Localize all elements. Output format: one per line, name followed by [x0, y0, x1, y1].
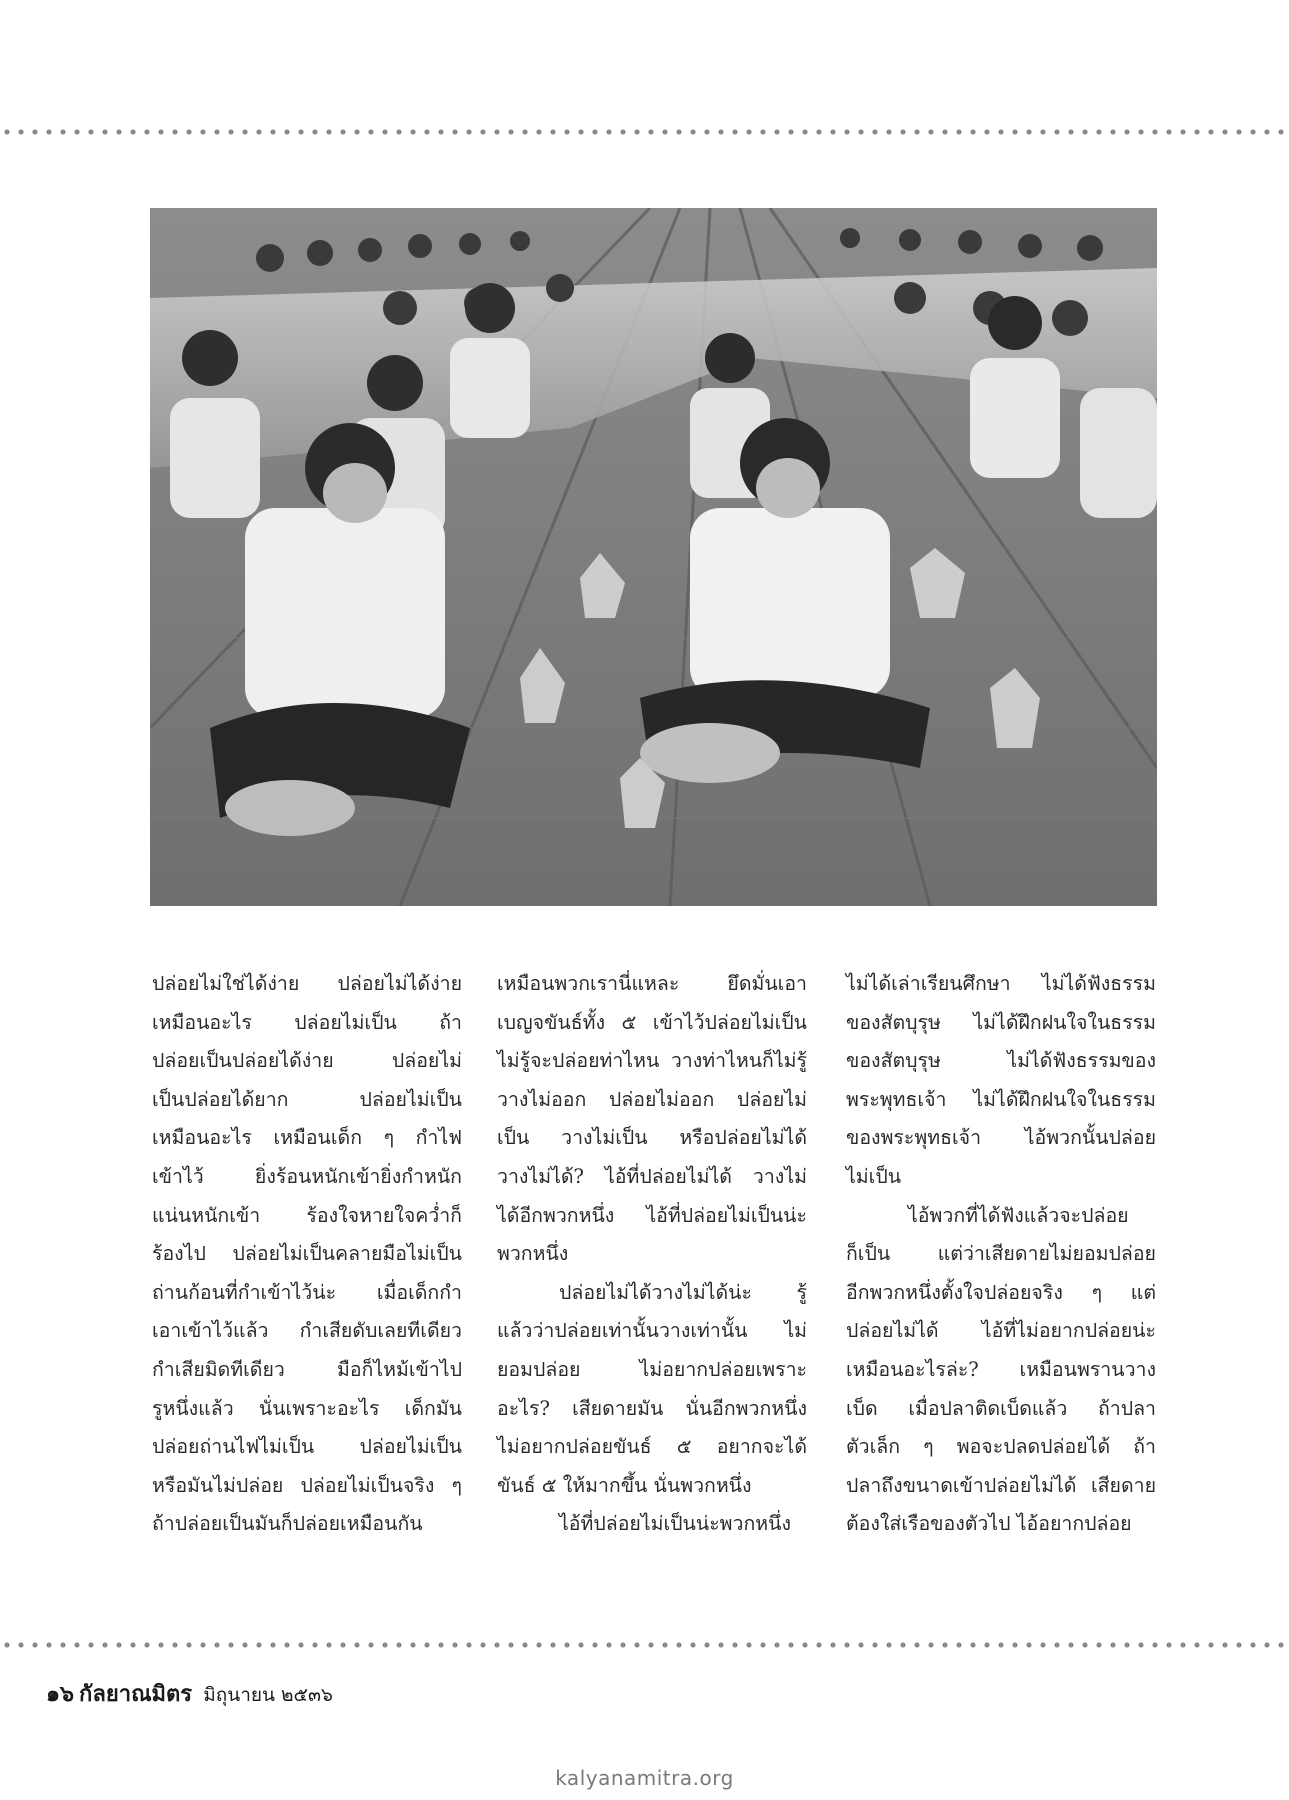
text-line: ไอ้ที่ปล่อยไม่เป็นน่ะพวกหนึ่ง: [559, 1512, 791, 1536]
text-line: แน่นหนักเข้า ร้องใจหายใจคว่ำก็: [152, 1203, 462, 1227]
text-line: ร้องไป ปล่อยไม่เป็นคลายมือไม่เป็น: [152, 1242, 462, 1266]
text-line: เข้าไว้ ยิ่งร้อนหนักเข้ายิ่งกำหนัก: [152, 1164, 462, 1188]
text-line: เหมือนอะไร ปล่อยไม่เป็น ถ้า: [152, 1010, 462, 1034]
text-line: กำเสียมิดทีเดียว มือก็ไหม้เข้าไป: [152, 1357, 462, 1381]
students-meditation-photo: [150, 208, 1157, 906]
page-number: ๑๖: [46, 1682, 74, 1707]
text-line: ไม่เป็น: [846, 1164, 902, 1188]
paragraph: [152, 965, 462, 1544]
text-line: ไม่อยากปล่อยขันธ์ ๕ อยากจะได้: [497, 1435, 807, 1459]
text-line: รูหนึ่งแล้ว นั่นเพราะอะไร เด็กมัน: [152, 1396, 462, 1420]
text-line: แล้วว่าปล่อยเท่านั้นวางเท่านั้น ไม่: [497, 1319, 807, 1343]
text-line: ปล่อยไม่ได้วางไม่ได้น่ะ รู้: [559, 1280, 807, 1304]
text-line: เป็น วางไม่เป็น หรือปล่อยไม่ได้: [497, 1126, 807, 1150]
page-footer: [46, 1676, 333, 1711]
text-line: เหมือนอะไรล่ะ? เหมือนพรานวาง: [846, 1357, 1156, 1381]
text-line: พวกหนึ่ง: [497, 1242, 569, 1266]
text-line: ตัวเล็ก ๆ พอจะปลดปล่อยได้ ถ้า: [846, 1435, 1156, 1459]
text-line: เป็นปล่อยได้ยาก ปล่อยไม่เป็น: [152, 1087, 462, 1111]
text-line: ขันธ์ ๕ ให้มากขึ้น นั่นพวกหนึ่ง: [497, 1473, 752, 1497]
paragraph: [846, 1197, 1156, 1544]
article-column-2: [497, 965, 807, 1544]
text-line: พระพุทธเจ้า ไม่ได้ฝึกฝนใจในธรรม: [846, 1087, 1156, 1111]
text-line: ไอ้พวกที่ได้ฟังแล้วจะปล่อย: [908, 1203, 1129, 1227]
issue-date: มิถุนายน ๒๕๓๖: [203, 1684, 333, 1706]
text-line: ก็เป็น แต่ว่าเสียดายไม่ยอมปล่อย: [846, 1242, 1156, 1266]
bottom-dotted-rule: [0, 1641, 1289, 1649]
text-line: หรือมันไม่ปล่อย ปล่อยไม่เป็นจริง ๆ: [152, 1473, 462, 1497]
text-line: อีกพวกหนึ่งตั้งใจปล่อยจริง ๆ แต่: [846, 1280, 1156, 1304]
text-line: อะไร? เสียดายมัน นั่นอีกพวกหนึ่ง: [497, 1396, 807, 1420]
watermark: kalyanamitra.org: [555, 1766, 734, 1790]
paragraph: [497, 1505, 807, 1544]
paragraph: [497, 965, 807, 1274]
text-line: ปล่อยไม่ได้ ไอ้ที่ไม่อยากปล่อยน่ะ: [846, 1319, 1156, 1343]
text-line: ไม่ได้เล่าเรียนศึกษา ไม่ได้ฟังธรรม: [846, 972, 1156, 995]
text-line: ของสัตบุรุษ ไม่ได้ฟังธรรมของ: [846, 1049, 1156, 1073]
text-line: ปล่อยถ่านไฟไม่เป็น ปล่อยไม่เป็น: [152, 1435, 462, 1459]
text-line: เอาเข้าไว้แล้ว กำเสียดับเลยทีเดียว: [152, 1319, 462, 1343]
text-line: ปลาถึงขนาดเข้าปล่อยไม่ได้ เสียดาย: [846, 1473, 1156, 1497]
text-line: เหมือนอะไร เหมือนเด็ก ๆ กำไฟ: [152, 1126, 462, 1150]
text-line: ต้องใส่เรือของตัวไป ไอ้อยากปล่อย: [846, 1512, 1132, 1536]
text-line: เบญจขันธ์ทั้ง ๕ เข้าไว้ปล่อยไม่เป็น: [497, 1010, 807, 1034]
article-column-1: [152, 965, 462, 1544]
text-line: ยอมปล่อย ไม่อยากปล่อยเพราะ: [497, 1357, 807, 1381]
text-line: ของพระพุทธเจ้า ไอ้พวกนั้นปล่อย: [846, 1126, 1156, 1150]
article-column-3: [846, 965, 1156, 1544]
paragraph: [497, 1274, 807, 1506]
text-line: ได้อีกพวกหนึ่ง ไอ้ที่ปล่อยไม่เป็นน่ะ: [497, 1203, 807, 1227]
text-line: วางไม่ได้? ไอ้ที่ปล่อยไม่ได้ วางไม่: [497, 1164, 807, 1188]
text-line: ถ้าปล่อยเป็นมันก็ปล่อยเหมือนกัน: [152, 1512, 423, 1536]
paragraph: [846, 965, 1156, 1197]
text-line: ปล่อยเป็นปล่อยได้ง่าย ปล่อยไม่: [152, 1049, 462, 1073]
text-line: วางไม่ออก ปล่อยไม่ออก ปล่อยไม่: [497, 1087, 807, 1111]
text-line: ถ่านก้อนที่กำเข้าไว้น่ะ เมื่อเด็กกำ: [152, 1280, 462, 1304]
magazine-title: กัลยาณมิตร: [79, 1682, 193, 1707]
text-line: เบ็ด เมื่อปลาติดเบ็ดแล้ว ถ้าปลา: [846, 1396, 1156, 1420]
text-line: เหมือนพวกเรานี่แหละ ยึดมั่นเอา: [497, 972, 807, 995]
text-line: ปล่อยไม่ใช่ได้ง่าย ปล่อยไม่ได้ง่าย: [152, 972, 462, 995]
text-line: ไม่รู้จะปล่อยท่าไหน วางท่าไหนก็ไม่รู้: [497, 1049, 807, 1073]
top-dotted-rule: [0, 128, 1289, 136]
text-line: ของสัตบุรุษ ไม่ได้ฝึกฝนใจในธรรม: [846, 1010, 1156, 1034]
